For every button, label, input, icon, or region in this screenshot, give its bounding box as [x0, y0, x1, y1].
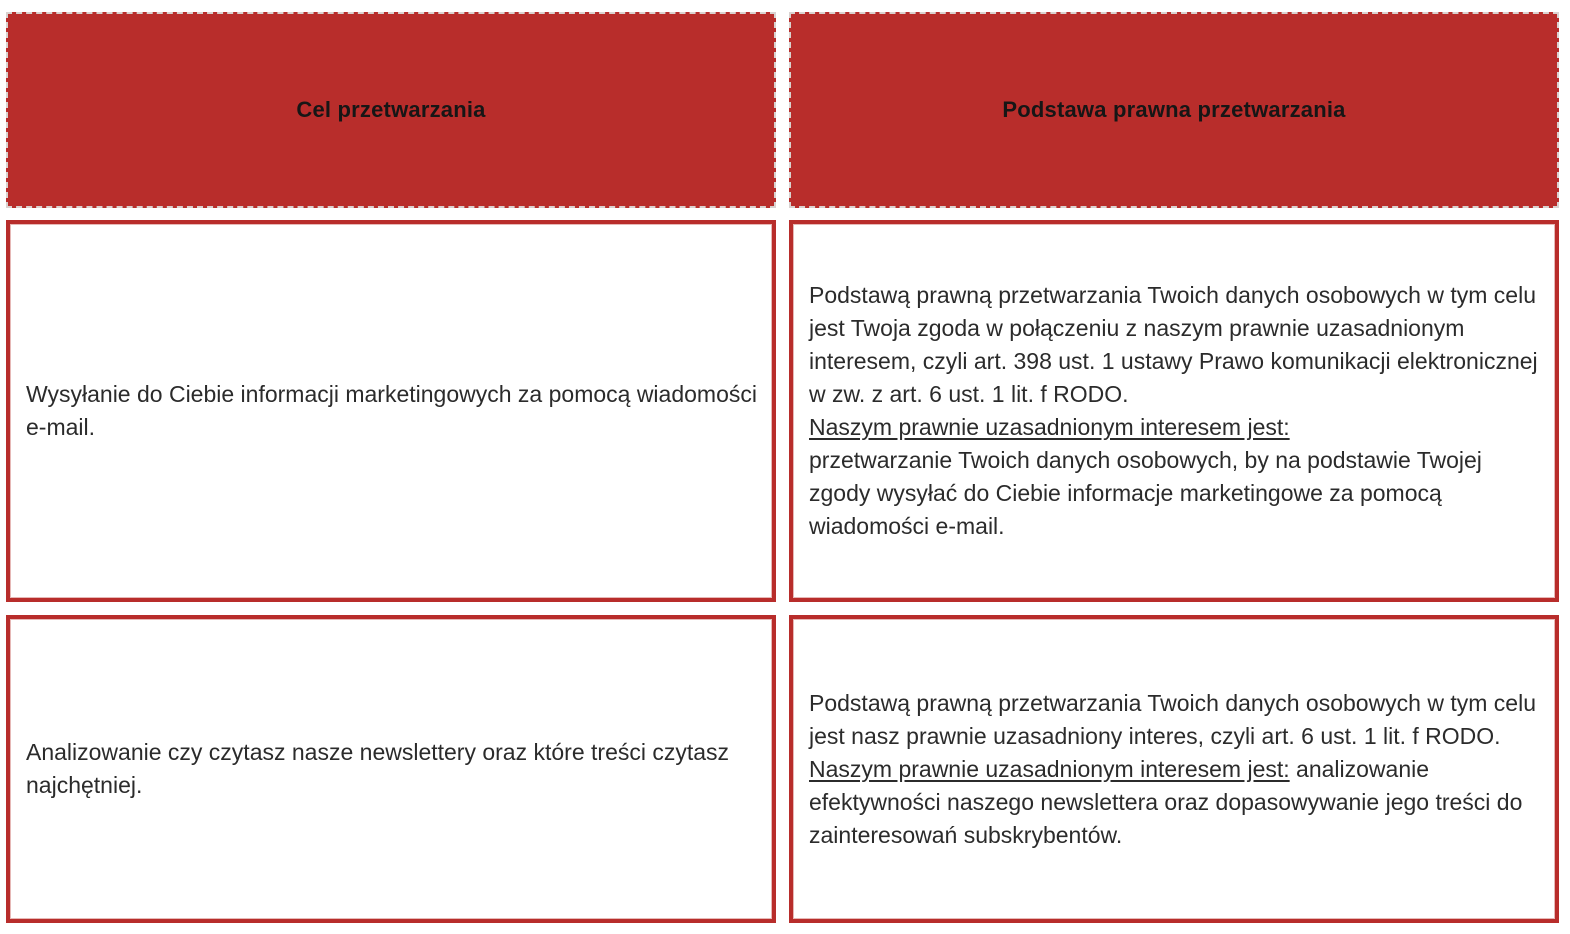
- header-legal-basis-label: Podstawa prawna przetwarzania: [1002, 97, 1346, 122]
- purpose-text: Analizowanie czy czytasz nasze newslettery oraz które treści czytasz najchętniej.: [26, 739, 730, 798]
- purpose-text: Wysyłanie do Ciebie informacji marketingowych za pomocą wiadomości e-mail.: [26, 381, 757, 440]
- table-cell-purpose: [6, 220, 776, 602]
- interest-text: analizowanie efektywności naszego newslettera oraz dopasowywanie jego treści do zainteresowań subskrybentów.: [809, 755, 1523, 848]
- legal-basis-text: [793, 279, 1555, 543]
- basis-intro: Podstawą prawną przetwarzania Twoich danych osobowych w tym celu jest nasz prawnie uzasadniony interes, czyli art. 6 ust. 1 lit. f RODO.: [809, 689, 1536, 749]
- basis-intro: Podstawą prawną przetwarzania Twoich danych osobowych w tym celu jest Twoja zgoda w połączeniu z naszym prawnie uzasadnionym interesem, czyli art. 398 ust. 1 ustawy Prawo komunikacji elektronicznej w zw. z art. 6 ust. 1 lit. f RODO.: [809, 282, 1538, 407]
- interest-label: Naszym prawnie uzasadnionym interesem jest:: [809, 755, 1290, 782]
- table-cell-legal-basis: [789, 220, 1559, 602]
- table-cell-purpose: [6, 615, 776, 923]
- legal-basis-text: [793, 687, 1555, 852]
- header-purpose-label: Cel przetwarzania: [296, 97, 486, 122]
- header-legal-basis: [789, 12, 1559, 208]
- interest-label: Naszym prawnie uzasadnionym interesem jest:: [809, 414, 1290, 440]
- table-cell-legal-basis: [789, 615, 1559, 923]
- header-purpose: [6, 12, 776, 208]
- interest-text: przetwarzanie Twoich danych osobowych, by na podstawie Twojej zgody wysyłać do Ciebie informacje marketingowe za pomocą wiadomości e-mail.: [809, 447, 1482, 539]
